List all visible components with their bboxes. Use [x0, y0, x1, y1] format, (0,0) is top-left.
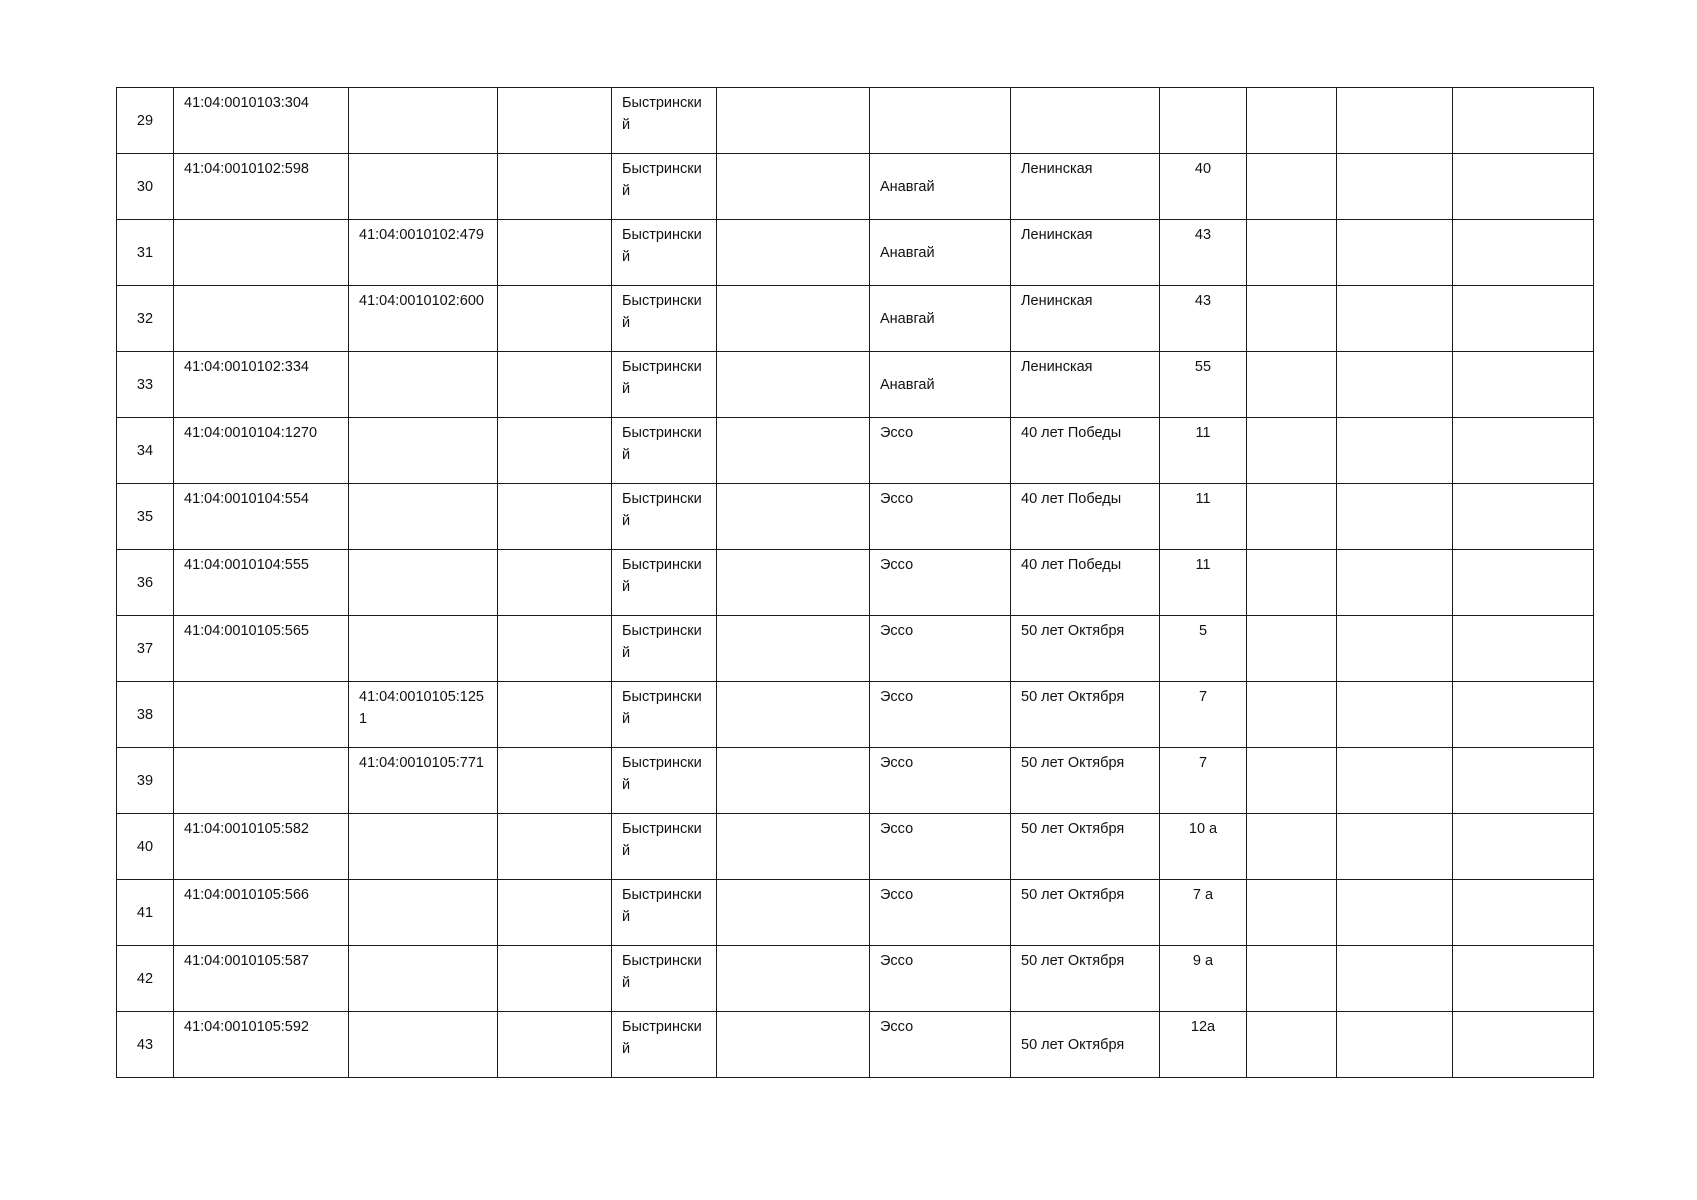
house-number-cell: 40 [1160, 154, 1247, 220]
property-registry-table [116, 87, 1594, 1078]
settlement-cell: Эссо [870, 946, 1011, 1012]
settlement-cell: Эссо [870, 814, 1011, 880]
building-cadastral-number-cell [349, 814, 498, 880]
empty-cell [1453, 418, 1594, 484]
cadastral-number-cell: 41:04:0010104:555 [174, 550, 349, 616]
cadastral-number-cell: 41:04:0010105:565 [174, 616, 349, 682]
building-cadastral-number-cell [349, 418, 498, 484]
empty-cell [1453, 88, 1594, 154]
street-cell: Ленинская [1011, 154, 1160, 220]
empty-cell [1247, 946, 1337, 1012]
empty-cell [498, 616, 612, 682]
empty-cell [498, 946, 612, 1012]
building-cadastral-number-cell [349, 946, 498, 1012]
street-cell: 40 лет Победы [1011, 484, 1160, 550]
street-cell: Ленинская [1011, 352, 1160, 418]
cadastral-number-cell: 41:04:0010104:1270 [174, 418, 349, 484]
district-cell: Быстринский [612, 1012, 717, 1078]
empty-cell [1337, 748, 1453, 814]
table-row [117, 946, 1594, 1012]
empty-cell [498, 352, 612, 418]
district-cell: Быстринский [612, 682, 717, 748]
empty-cell [498, 88, 612, 154]
district-cell: Быстринский [612, 748, 717, 814]
empty-cell [1453, 682, 1594, 748]
empty-cell [717, 220, 870, 286]
empty-cell [1337, 484, 1453, 550]
empty-cell [1453, 550, 1594, 616]
house-number-cell: 5 [1160, 616, 1247, 682]
row-number-cell: 31 [117, 220, 174, 286]
empty-cell [1247, 286, 1337, 352]
district-cell: Быстринский [612, 484, 717, 550]
empty-cell [1337, 880, 1453, 946]
district-cell: Быстринский [612, 880, 717, 946]
row-number-cell: 43 [117, 1012, 174, 1078]
empty-cell [717, 616, 870, 682]
cadastral-number-cell [174, 748, 349, 814]
empty-cell [717, 154, 870, 220]
cadastral-number-cell: 41:04:0010102:334 [174, 352, 349, 418]
table-row [117, 880, 1594, 946]
empty-cell [1337, 550, 1453, 616]
house-number-cell: 11 [1160, 550, 1247, 616]
district-cell: Быстринский [612, 352, 717, 418]
building-cadastral-number-cell [349, 88, 498, 154]
house-number-cell: 10 а [1160, 814, 1247, 880]
table-row [117, 682, 1594, 748]
building-cadastral-number-cell [349, 616, 498, 682]
empty-cell [1247, 682, 1337, 748]
cadastral-number-cell [174, 286, 349, 352]
empty-cell [1453, 286, 1594, 352]
cadastral-number-cell: 41:04:0010103:304 [174, 88, 349, 154]
house-number-cell: 7 [1160, 682, 1247, 748]
row-number-cell: 37 [117, 616, 174, 682]
house-number-cell: 11 [1160, 484, 1247, 550]
district-cell: Быстринский [612, 616, 717, 682]
empty-cell [1337, 1012, 1453, 1078]
settlement-cell: Анавгай [870, 352, 1011, 418]
street-cell [1011, 88, 1160, 154]
row-number-cell: 40 [117, 814, 174, 880]
row-number-cell: 34 [117, 418, 174, 484]
row-number-cell: 30 [117, 154, 174, 220]
cadastral-number-cell [174, 220, 349, 286]
settlement-cell: Эссо [870, 1012, 1011, 1078]
street-cell: 50 лет Октября [1011, 748, 1160, 814]
cadastral-number-cell: 41:04:0010104:554 [174, 484, 349, 550]
empty-cell [498, 814, 612, 880]
street-cell: 50 лет Октября [1011, 946, 1160, 1012]
empty-cell [498, 484, 612, 550]
settlement-cell: Анавгай [870, 286, 1011, 352]
empty-cell [1453, 616, 1594, 682]
table-row [117, 814, 1594, 880]
street-cell: 40 лет Победы [1011, 550, 1160, 616]
table-row [117, 1012, 1594, 1078]
empty-cell [1337, 616, 1453, 682]
empty-cell [1453, 814, 1594, 880]
empty-cell [498, 418, 612, 484]
empty-cell [1247, 418, 1337, 484]
house-number-cell: 43 [1160, 286, 1247, 352]
empty-cell [1337, 814, 1453, 880]
street-cell: 50 лет Октября [1011, 1012, 1160, 1078]
empty-cell [1453, 946, 1594, 1012]
table-row [117, 484, 1594, 550]
cadastral-number-cell: 41:04:0010105:582 [174, 814, 349, 880]
settlement-cell: Эссо [870, 880, 1011, 946]
house-number-cell: 55 [1160, 352, 1247, 418]
empty-cell [717, 550, 870, 616]
empty-cell [717, 814, 870, 880]
building-cadastral-number-cell [349, 352, 498, 418]
empty-cell [717, 748, 870, 814]
table-row [117, 616, 1594, 682]
house-number-cell: 11 [1160, 418, 1247, 484]
table-row [117, 550, 1594, 616]
settlement-cell: Эссо [870, 682, 1011, 748]
settlement-cell: Эссо [870, 418, 1011, 484]
row-number-cell: 38 [117, 682, 174, 748]
empty-cell [717, 286, 870, 352]
empty-cell [498, 880, 612, 946]
house-number-cell: 7 а [1160, 880, 1247, 946]
row-number-cell: 39 [117, 748, 174, 814]
empty-cell [498, 748, 612, 814]
empty-cell [717, 418, 870, 484]
empty-cell [1337, 88, 1453, 154]
row-number-cell: 29 [117, 88, 174, 154]
street-cell: 50 лет Октября [1011, 814, 1160, 880]
street-cell: Ленинская [1011, 286, 1160, 352]
empty-cell [717, 484, 870, 550]
empty-cell [1337, 946, 1453, 1012]
empty-cell [1337, 682, 1453, 748]
settlement-cell: Эссо [870, 748, 1011, 814]
empty-cell [717, 88, 870, 154]
empty-cell [1453, 484, 1594, 550]
table-row [117, 154, 1594, 220]
empty-cell [1247, 88, 1337, 154]
table-body [117, 88, 1594, 1078]
empty-cell [1247, 880, 1337, 946]
table-row [117, 286, 1594, 352]
empty-cell [717, 1012, 870, 1078]
empty-cell [717, 946, 870, 1012]
empty-cell [1337, 154, 1453, 220]
cadastral-number-cell [174, 682, 349, 748]
empty-cell [1453, 352, 1594, 418]
empty-cell [498, 1012, 612, 1078]
empty-cell [717, 880, 870, 946]
building-cadastral-number-cell [349, 1012, 498, 1078]
row-number-cell: 41 [117, 880, 174, 946]
building-cadastral-number-cell [349, 154, 498, 220]
table-row [117, 418, 1594, 484]
street-cell: 50 лет Октября [1011, 880, 1160, 946]
empty-cell [1337, 220, 1453, 286]
cadastral-number-cell: 41:04:0010105:566 [174, 880, 349, 946]
district-cell: Быстринский [612, 946, 717, 1012]
building-cadastral-number-cell: 41:04:0010105:771 [349, 748, 498, 814]
row-number-cell: 33 [117, 352, 174, 418]
district-cell: Быстринский [612, 550, 717, 616]
table-row [117, 352, 1594, 418]
street-cell: 50 лет Октября [1011, 616, 1160, 682]
row-number-cell: 35 [117, 484, 174, 550]
settlement-cell: Эссо [870, 550, 1011, 616]
house-number-cell: 12а [1160, 1012, 1247, 1078]
settlement-cell [870, 88, 1011, 154]
table-row [117, 88, 1594, 154]
building-cadastral-number-cell [349, 550, 498, 616]
empty-cell [1453, 748, 1594, 814]
empty-cell [1247, 1012, 1337, 1078]
empty-cell [1247, 352, 1337, 418]
house-number-cell [1160, 88, 1247, 154]
cadastral-number-cell: 41:04:0010105:587 [174, 946, 349, 1012]
table-row [117, 748, 1594, 814]
empty-cell [1453, 1012, 1594, 1078]
empty-cell [1453, 880, 1594, 946]
street-cell: 40 лет Победы [1011, 418, 1160, 484]
table-row [117, 220, 1594, 286]
empty-cell [1247, 484, 1337, 550]
district-cell: Быстринский [612, 220, 717, 286]
empty-cell [1247, 220, 1337, 286]
row-number-cell: 42 [117, 946, 174, 1012]
empty-cell [498, 550, 612, 616]
building-cadastral-number-cell [349, 484, 498, 550]
empty-cell [1453, 220, 1594, 286]
house-number-cell: 7 [1160, 748, 1247, 814]
district-cell: Быстринский [612, 814, 717, 880]
empty-cell [1247, 616, 1337, 682]
district-cell: Быстринский [612, 154, 717, 220]
empty-cell [717, 682, 870, 748]
street-cell: 50 лет Октября [1011, 682, 1160, 748]
building-cadastral-number-cell: 41:04:0010102:479 [349, 220, 498, 286]
empty-cell [1337, 418, 1453, 484]
empty-cell [1337, 352, 1453, 418]
building-cadastral-number-cell [349, 880, 498, 946]
empty-cell [1247, 154, 1337, 220]
district-cell: Быстринский [612, 286, 717, 352]
settlement-cell: Эссо [870, 616, 1011, 682]
settlement-cell: Анавгай [870, 220, 1011, 286]
empty-cell [1453, 154, 1594, 220]
empty-cell [1247, 814, 1337, 880]
cadastral-number-cell: 41:04:0010102:598 [174, 154, 349, 220]
settlement-cell: Анавгай [870, 154, 1011, 220]
settlement-cell: Эссо [870, 484, 1011, 550]
row-number-cell: 32 [117, 286, 174, 352]
building-cadastral-number-cell: 41:04:0010102:600 [349, 286, 498, 352]
empty-cell [498, 682, 612, 748]
empty-cell [717, 352, 870, 418]
empty-cell [1247, 550, 1337, 616]
empty-cell [498, 286, 612, 352]
district-cell: Быстринский [612, 418, 717, 484]
empty-cell [498, 154, 612, 220]
building-cadastral-number-cell: 41:04:0010105:1251 [349, 682, 498, 748]
row-number-cell: 36 [117, 550, 174, 616]
house-number-cell: 9 а [1160, 946, 1247, 1012]
cadastral-number-cell: 41:04:0010105:592 [174, 1012, 349, 1078]
empty-cell [1337, 286, 1453, 352]
house-number-cell: 43 [1160, 220, 1247, 286]
street-cell: Ленинская [1011, 220, 1160, 286]
district-cell: Быстринский [612, 88, 717, 154]
empty-cell [1247, 748, 1337, 814]
empty-cell [498, 220, 612, 286]
